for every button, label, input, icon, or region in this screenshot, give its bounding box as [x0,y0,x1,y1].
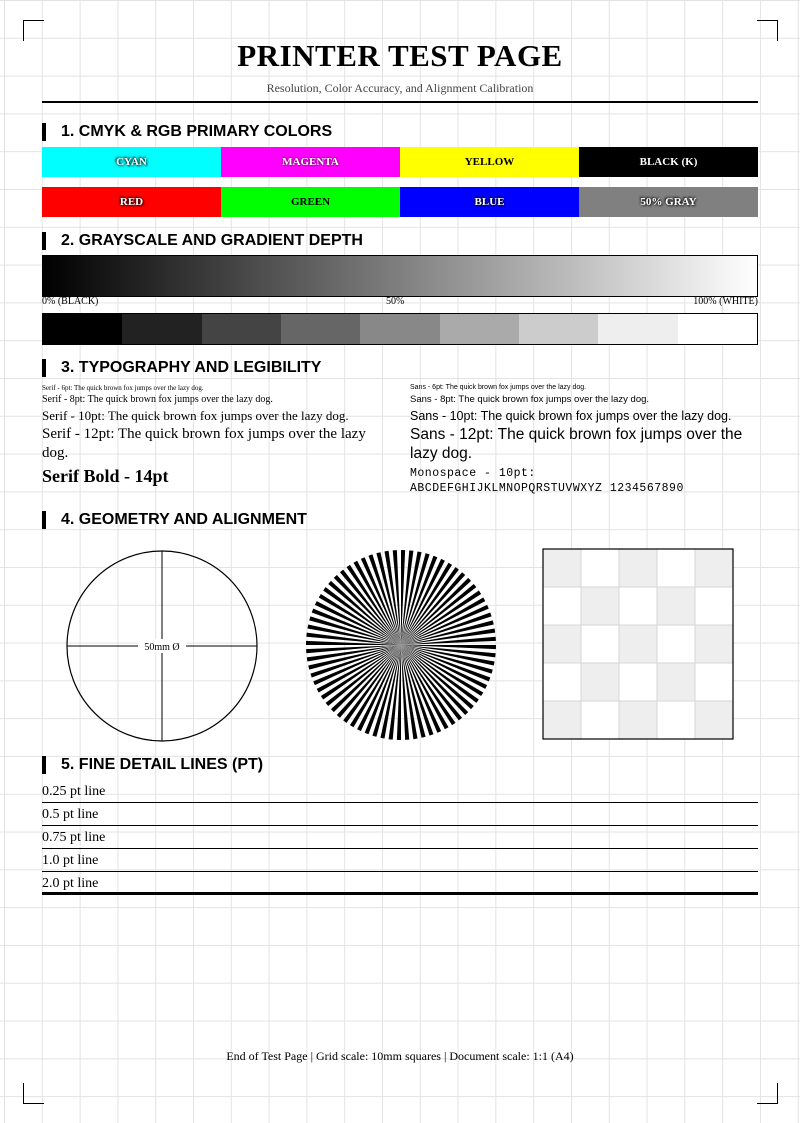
checker-cell [543,663,581,701]
detail-line-row [42,803,758,826]
gray-step-2 [122,314,201,344]
checker-cell [657,625,695,663]
cmyk-swatch-row [42,147,758,177]
circle-crosshair-target [64,548,260,744]
swatch-label: RED [119,196,144,208]
detail-line-label: 2.0 pt line [42,876,99,891]
serif-10pt-sample: Serif - 10pt: The quick brown fox jumps over the lazy dog. [42,408,349,423]
title-rule [42,101,758,103]
section-heading-typography: 3. TYPOGRAPHY AND LEGIBILITY [42,359,321,377]
checker-cell [543,625,581,663]
star-wedge [306,641,401,645]
gray-step-7 [519,314,598,344]
serif-12pt-sample: Serif - 12pt: The quick brown fox jumps over the lazy dog. [42,426,366,461]
checker-cell [657,663,695,701]
serif-6pt-sample: Serif - 6pt: The quick brown fox jumps over the lazy dog. [42,384,204,392]
checker-cell [581,663,619,701]
sans-8pt-sample: Sans - 8pt: The quick brown fox jumps over the lazy dog. [410,394,650,405]
checker-cell [619,549,657,587]
checker-cell [581,625,619,663]
swatch-label: 50% GRAY [640,196,697,208]
section-heading-geometry: 4. GEOMETRY AND ALIGNMENT [42,511,307,529]
detail-line-row [42,849,758,872]
swatch-magenta [221,147,400,177]
gradient-label-start: 0% (BLACK) [42,296,99,307]
sans-10pt-sample: Sans - 10pt: The quick brown fox jumps over the lazy dog. [410,409,732,423]
gray-step-9 [678,314,757,344]
checkerboard-alignment-grid [542,548,734,741]
gray-step-1 [43,314,122,344]
detail-line-row [42,780,758,803]
checker-cell [543,701,581,739]
checker-cell [543,587,581,625]
checker-cell [543,549,581,587]
sans-samples [410,383,760,496]
gradient-bar [42,255,758,297]
detail-line-label: 0.75 pt line [42,830,106,845]
crop-mark-top-right [757,20,778,41]
swatch-label: MAGENTA [282,156,339,168]
detail-line-label: 1.0 pt line [42,853,99,868]
checker-cell [695,625,733,663]
siemens-star-resolution-target [304,548,498,742]
serif-bold-14pt-sample: Serif Bold - 14pt [42,466,169,486]
crop-mark-bottom-right [757,1083,778,1104]
section-heading-grayscale: 2. GRAYSCALE AND GRADIENT DEPTH [42,232,363,250]
checker-cell [619,625,657,663]
checker-cell [581,549,619,587]
swatch-cyan [42,147,221,177]
rgb-swatch-row [42,187,758,217]
page-subtitle: Resolution, Color Accuracy, and Alignment Calibration [266,81,534,95]
checker-cell [695,549,733,587]
checker-cell [619,587,657,625]
sans-6pt-sample: Sans - 6pt: The quick brown fox jumps over the lazy dog. [410,384,587,391]
sans-12pt-sample: Sans - 12pt: The quick brown fox jumps over the lazy dog. [410,426,743,462]
detail-line-label: 0.25 pt line [42,784,106,799]
gray-step-3 [202,314,281,344]
swatch-yellow [400,147,579,177]
checker-cell [619,701,657,739]
checker-cell [657,549,695,587]
swatch-label: YELLOW [464,156,515,168]
swatch-green [221,187,400,217]
star-wedge [401,645,496,649]
detail-line-row [42,826,758,849]
detail-line-stroke [42,892,758,895]
section-heading-lines: 5. FINE DETAIL LINES (PT) [42,756,263,774]
swatch-label: BLUE [474,196,505,208]
checker-cell [695,663,733,701]
serif-8pt-sample: Serif - 8pt: The quick brown fox jumps over the lazy dog. [42,394,273,405]
swatch-gray [579,187,758,217]
detail-line-label: 0.5 pt line [42,807,99,822]
checker-cell [619,663,657,701]
swatch-blue [400,187,579,217]
gray-step-8 [598,314,677,344]
page-title: PRINTER TEST PAGE [237,38,563,73]
gray-step-6 [440,314,519,344]
swatch-label: BLACK (K) [639,156,698,168]
gradient-label-mid: 50% [386,296,405,307]
circle-diameter-label: 50mm Ø [144,642,180,653]
fine-detail-lines [42,780,758,895]
swatch-label: GREEN [290,196,331,208]
crop-mark-top-left [23,20,44,41]
section-heading-colors: 1. CMYK & RGB PRIMARY COLORS [42,123,332,141]
checker-cell [695,701,733,739]
checker-cell [657,587,695,625]
mono-sample: ABCDEFGHIJKLMNOPQRSTUVWXYZ 1234567890 [410,482,684,495]
serif-samples [42,383,392,488]
gray-step-4 [281,314,360,344]
checker-cell [581,701,619,739]
gradient-label-end: 100% (WHITE) [693,296,758,307]
swatch-black [579,147,758,177]
checker-cell [695,587,733,625]
swatch-red [42,187,221,217]
page-footer: End of Test Page | Grid scale: 10mm squares | Document scale: 1:1 (A4) [226,1049,574,1063]
detail-line-row [42,872,758,895]
checker-cell [581,587,619,625]
checker-cell [657,701,695,739]
swatch-label: CYAN [116,156,147,168]
star-wedge [397,645,401,740]
star-wedge [401,550,405,645]
gray-step-5 [360,314,439,344]
grayscale-steps [42,313,758,345]
crop-mark-bottom-left [23,1083,44,1104]
mono-label: Monospace - 10pt: [410,467,536,480]
